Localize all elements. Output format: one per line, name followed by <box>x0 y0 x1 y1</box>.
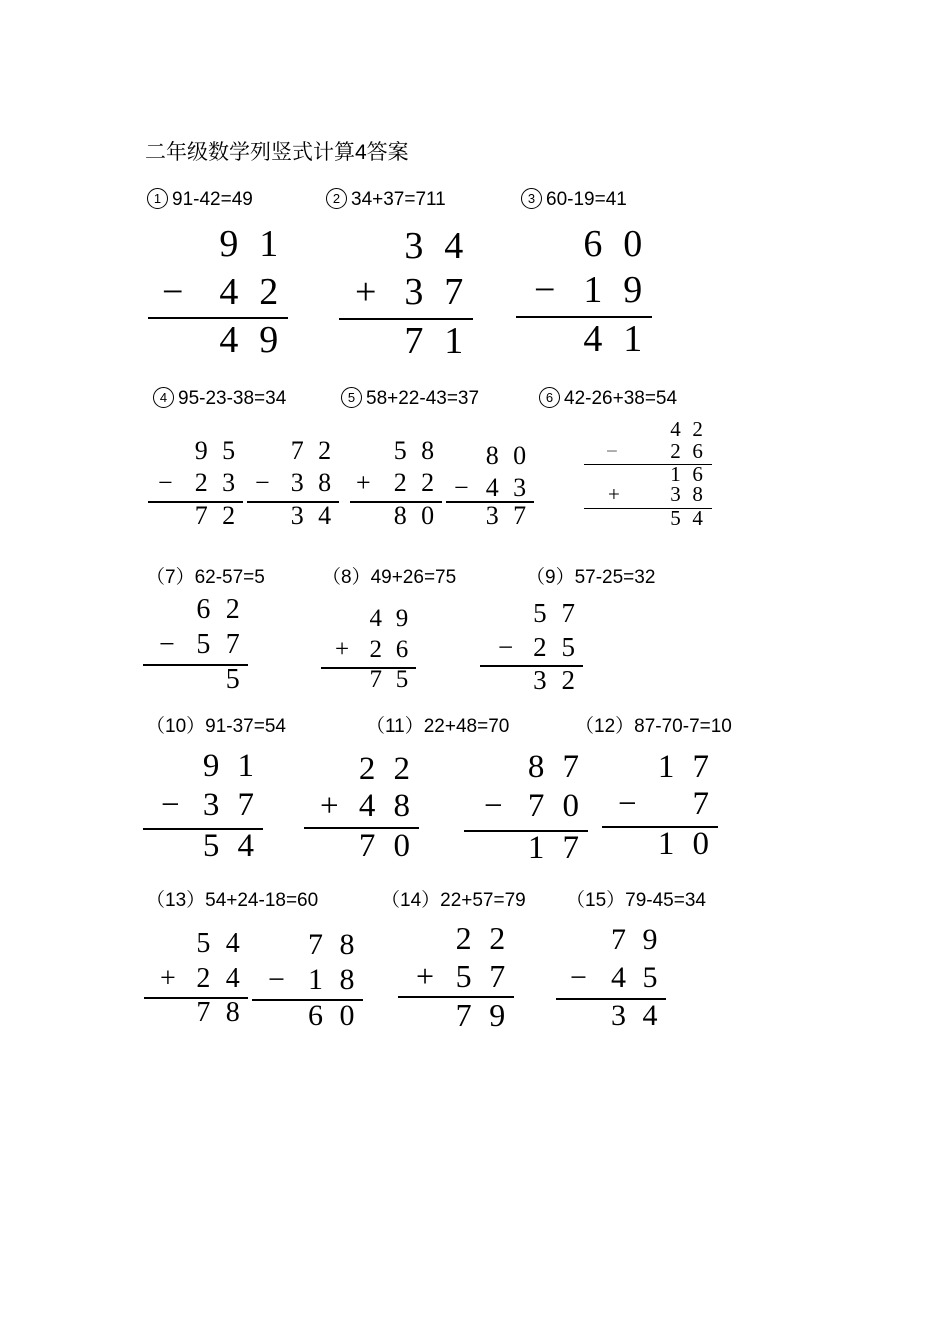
calc-result: 3 4 <box>290 501 335 530</box>
problem-label: （10） <box>146 716 206 737</box>
calc-operator: − <box>159 629 175 660</box>
calc-result: 7 8 <box>196 997 244 1028</box>
problem-number: 3 <box>521 188 542 209</box>
calc-bottom: 2 4 <box>196 963 244 994</box>
calc-top: 1 7 <box>657 749 714 785</box>
calc-bottom: 3 7 <box>404 271 469 313</box>
vertical-calc-12a <box>464 749 588 869</box>
calc-operator: + <box>160 963 176 994</box>
calc-result: 3 7 <box>485 501 530 530</box>
problem-label: （11） <box>366 716 424 737</box>
calc-result: 4 1 <box>583 318 648 360</box>
problem-number: 1 <box>147 188 168 209</box>
calc-result: 1 0 <box>657 826 714 862</box>
calc-top: 9 1 <box>219 223 284 265</box>
calc-operator: − <box>534 269 556 311</box>
calc-operator: − <box>618 786 637 822</box>
problem-5 <box>341 387 479 410</box>
calc-bottom: 2 3 <box>194 468 239 497</box>
problem-text: 91-42=49 <box>172 189 253 210</box>
vertical-calc-10 <box>143 748 263 868</box>
problem-number: 6 <box>539 387 560 408</box>
calc-bottom: 4 3 <box>485 473 530 502</box>
problem-2 <box>326 188 446 211</box>
calc-result: 7 5 <box>369 666 412 693</box>
calc-top: 5 8 <box>393 436 438 465</box>
calc-top: 5 4 <box>196 928 244 959</box>
calc-bottom: 2 6 <box>670 439 706 463</box>
vertical-calc-9 <box>480 598 583 694</box>
problem-label: （7） <box>146 567 195 588</box>
calc-top: 3 4 <box>404 225 469 267</box>
problem-4 <box>153 387 286 410</box>
calc-operator: − <box>268 963 285 996</box>
problem-text: 58+22-43=37 <box>366 388 480 409</box>
vertical-calc-2 <box>339 224 473 364</box>
calc-bottom: 7 <box>692 786 714 822</box>
problem-13 <box>146 885 318 912</box>
problem-8 <box>322 562 456 589</box>
calc-result: 7 9 <box>455 997 510 1033</box>
vertical-calc-4a <box>148 436 243 536</box>
problem-6 <box>539 387 677 410</box>
page-title: 二年级数学列竖式计算4答案 <box>145 141 409 164</box>
vertical-calc-5b <box>446 441 534 536</box>
vertical-calc-14 <box>398 920 514 1032</box>
problem-label: （12） <box>575 716 635 737</box>
problem-11 <box>366 711 509 738</box>
calc-bottom: 3 8 <box>290 468 335 497</box>
calc-result: 6 0 <box>308 999 359 1032</box>
problem-text: 54+24-18=60 <box>205 890 319 911</box>
problem-10 <box>146 711 286 738</box>
problem-number: 4 <box>153 387 174 408</box>
calc-operator: − <box>484 788 503 824</box>
vertical-calc-13a <box>144 928 248 1028</box>
calc-operator: − <box>606 439 618 463</box>
calc-top: 2 2 <box>455 920 510 956</box>
problem-text: 60-19=41 <box>546 189 627 210</box>
calc-operator: − <box>162 271 184 313</box>
calc-bottom: 2 2 <box>393 468 438 497</box>
problem-text: 42-26+38=54 <box>564 388 678 409</box>
vertical-calc-12b <box>602 749 718 869</box>
problem-text: 62-57=5 <box>194 567 265 588</box>
problem-number: 2 <box>326 188 347 209</box>
calc-bottom: 1 9 <box>583 269 648 311</box>
calc-top: 8 0 <box>485 441 530 470</box>
calc-operator: + <box>335 636 350 663</box>
problem-text: 34+37=711 <box>351 189 446 210</box>
vertical-calc-8 <box>321 605 416 695</box>
calc-top: 4 9 <box>369 605 412 632</box>
calc-top: 4 2 <box>670 417 706 441</box>
problem-label: （15） <box>566 890 626 911</box>
calc-operator: − <box>454 473 469 502</box>
problem-7 <box>146 562 265 589</box>
calc-result: 5 <box>225 664 244 695</box>
problem-1 <box>147 188 253 211</box>
calc-result: 3 4 <box>611 999 662 1032</box>
calc-result: 3 2 <box>533 665 579 695</box>
calc-result: 4 9 <box>219 319 284 361</box>
calc-bottom: 7 0 <box>527 788 584 824</box>
calc-bottom: 4 2 <box>219 271 284 313</box>
calc-bottom: 5 7 <box>455 958 510 994</box>
calc-result: 7 2 <box>194 501 239 530</box>
problem-text: 91-37=54 <box>205 716 286 737</box>
calc-operator: − <box>158 468 173 497</box>
calc-bottom: 1 8 <box>308 963 359 996</box>
problem-text: 87-70-7=10 <box>634 716 732 737</box>
calc-top: 6 2 <box>196 594 244 625</box>
calc-top: 7 8 <box>308 928 359 961</box>
vertical-calc-13b <box>252 928 363 1032</box>
problem-text: 57-25=32 <box>574 567 656 588</box>
problem-text: 79-45=34 <box>625 890 706 911</box>
problem-number: 5 <box>341 387 362 408</box>
calc-result: 1 7 <box>527 830 584 866</box>
calc-top: 6 0 <box>583 223 648 265</box>
problem-text: 95-23-38=34 <box>178 388 287 409</box>
problem-3 <box>521 188 627 211</box>
problem-12 <box>575 711 732 738</box>
calc-result: 7 1 <box>404 320 469 362</box>
vertical-calc-1 <box>148 222 288 362</box>
calc-operator: + <box>608 482 620 506</box>
calc-operator: − <box>161 787 180 823</box>
calc-operator: + <box>416 958 435 994</box>
problem-9 <box>526 562 655 589</box>
calc-result: 8 0 <box>393 501 438 530</box>
calc-subtotal: 1 6 <box>670 462 706 486</box>
calc-operator: − <box>255 468 270 497</box>
calc-operator: + <box>355 271 377 313</box>
problem-label: （8） <box>322 567 371 588</box>
problem-label: （14） <box>381 890 441 911</box>
calc-top: 9 5 <box>194 436 239 465</box>
problem-label: （9） <box>526 567 575 588</box>
problem-text: 49+26=75 <box>370 567 457 588</box>
problem-text: 22+57=79 <box>440 890 526 911</box>
vertical-calc-6 <box>584 418 712 530</box>
vertical-calc-3 <box>516 222 652 362</box>
problem-15 <box>566 885 706 912</box>
calc-top: 8 7 <box>527 749 584 785</box>
calc-top: 9 1 <box>202 748 259 784</box>
vertical-calc-5a <box>350 436 442 536</box>
calc-bottom: 2 6 <box>369 636 412 663</box>
calc-result: 5 4 <box>670 506 706 530</box>
calc-bottom: 3 8 <box>670 482 706 506</box>
vertical-calc-4b <box>247 436 339 536</box>
calc-operator: + <box>356 468 371 497</box>
vertical-calc-11 <box>304 751 419 871</box>
calc-top: 5 7 <box>533 598 579 628</box>
calc-operator: − <box>498 632 514 662</box>
calc-top: 7 2 <box>290 436 335 465</box>
calc-bottom: 3 7 <box>202 787 259 823</box>
problem-14 <box>381 885 526 912</box>
calc-result: 5 4 <box>202 828 259 864</box>
calc-top: 7 9 <box>611 923 662 956</box>
calc-operator: + <box>320 788 339 824</box>
problem-label: （13） <box>146 890 206 911</box>
vertical-calc-7 <box>143 594 248 694</box>
calc-operator: − <box>570 961 587 994</box>
calc-top: 2 2 <box>358 751 415 787</box>
calc-bottom: 5 7 <box>196 629 244 660</box>
calc-result: 7 0 <box>358 828 415 864</box>
calc-bottom: 2 5 <box>533 632 579 662</box>
calc-bottom: 4 8 <box>358 788 415 824</box>
vertical-calc-15 <box>556 923 666 1033</box>
calc-bottom: 4 5 <box>611 961 662 994</box>
problem-text: 22+48=70 <box>423 716 510 737</box>
